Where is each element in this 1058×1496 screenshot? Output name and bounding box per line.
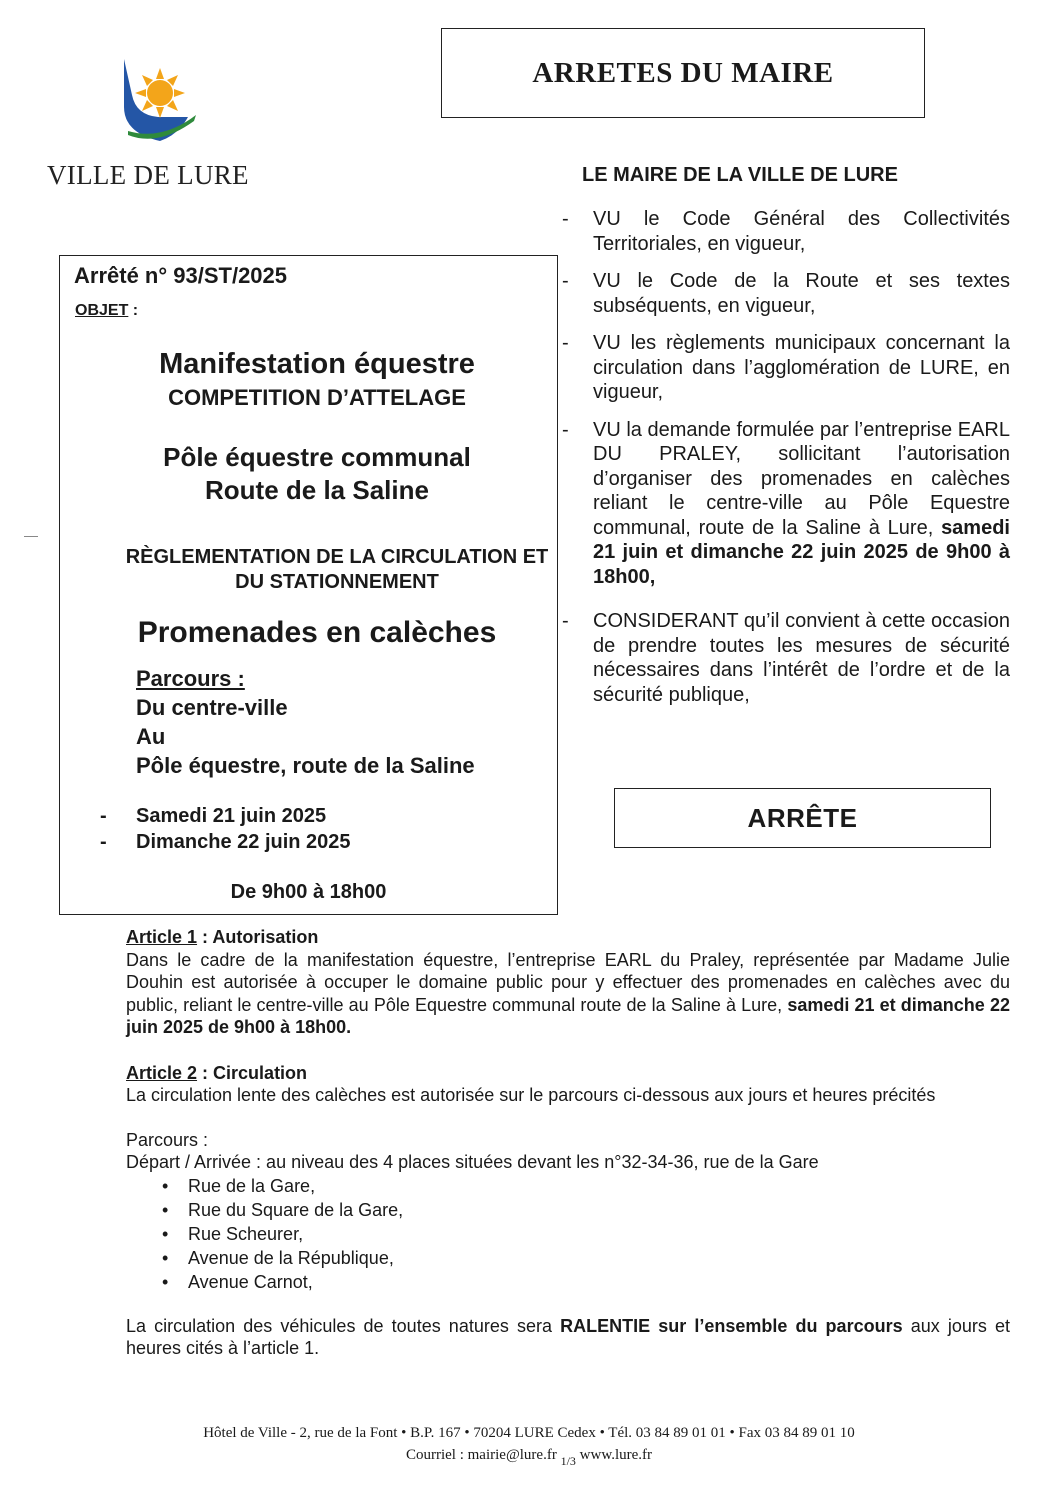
parcours-to: Au (136, 724, 166, 749)
parcours-label-2: Parcours : (126, 1129, 209, 1150)
footer-address: Hôtel de Ville - 2, rue de la Font • B.P. 167 • 70204 LURE Cedex • Tél. 03 84 89 01 01 • Fax 03 84 89 01 10 (203, 1425, 855, 1441)
vu-text-4-body: VU la demande formulée par l’entreprise EARL DU PRALEY, sollicitant l’autorisation d’organiser des promenades en calèches reliant le centre-ville au Pôle Equestre communal, route de la Saline à Lure, (593, 418, 1010, 539)
document-title: ARRETES DU MAIRE (532, 56, 834, 89)
margin-mark (24, 536, 38, 537)
dates-list (100, 803, 351, 855)
regulation-heading (60, 545, 614, 595)
arrete-box: ARRÊTE (614, 788, 991, 848)
regulation-line-2: DU STATIONNEMENT (235, 571, 439, 593)
date-1: Samedi 21 juin 2025 (136, 805, 327, 827)
footer-contact (0, 1447, 1058, 1469)
parcours-destination: Pôle équestre, route de la Saline (136, 753, 475, 778)
depart-line: Départ / Arrivée : au niveau des 4 places situées devant les n°32-34-36, rue de la Gare (126, 1152, 819, 1172)
footer-email: Courriel : mairie@lure.fr (405, 1447, 557, 1463)
mayor-heading: LE MAIRE DE LA VILLE DE LURE (582, 164, 898, 186)
article-2-title: : Circulation (197, 1062, 308, 1083)
article-1-title: : Autorisation (197, 927, 319, 947)
event-subtitle: COMPETITION D’ATTELAGE (168, 385, 466, 410)
arrete-number: Arrêté n° 93/ST/2025 (74, 263, 288, 288)
city-name: VILLE DE LURE (47, 160, 249, 190)
street-item: • Rue de la Gare, (162, 1174, 1010, 1198)
article-2-body: La circulation lente des calèches est autorisée sur le parcours ci-dessous aux jours et heures précités (126, 1085, 936, 1105)
closing-post: aux jours et heures cités à l’article 1. (126, 1315, 1010, 1358)
footer-website: www.lure.fr (579, 1447, 653, 1463)
street-item: • Rue du Square de la Gare, (162, 1198, 1010, 1222)
parcours-block (136, 664, 475, 780)
article-2-heading (126, 1062, 1010, 1085)
street-item: • Avenue de la République, (162, 1246, 1010, 1270)
vu-text-5: CONSIDERANT qu’il convient à cette occasion de prendre toutes les mesures de sécurité nécessaires dans l’intérêt de l’ordre et de la sécurité publique, (593, 610, 1010, 706)
hours: De 9h00 à 18h00 (230, 881, 387, 903)
articles (126, 926, 1010, 1360)
vu-item: - VU la demande formulée par l’entreprise EARL DU PRALEY, sollicitant l’autorisation d’organiser des promenades en calèches reliant le centre-ville au Pôle Equestre communal, route de la Saline à Lure, samedi 21 juin et dimanche 22 juin 2025 de 9h00 à 18h00, (562, 418, 1010, 588)
date-2: Dimanche 22 juin 2025 (136, 831, 351, 853)
article-1-label: Article 1 (126, 927, 198, 947)
closing-pre: La circulation des véhicules de toutes natures sera (126, 1315, 552, 1336)
city-logo (118, 55, 200, 147)
location-line-2: Route de la Saline (205, 475, 429, 505)
objet-colon: : (128, 302, 139, 319)
parcours-label: Parcours : (136, 666, 245, 691)
article-1-body (126, 949, 1010, 1039)
vu-text-4-dates: samedi 21 juin et dimanche 22 juin 2025 de 9h00 à 18h00, (593, 516, 1010, 588)
vu-text-3: VU les règlements municipaux concernant la circulation dans l’agglomération de LURE, en vigueur, (593, 332, 1010, 403)
vu-list (562, 207, 1010, 720)
article-1-dates: samedi 21 et dimanche 22 juin 2025 de 9h00 à 18h00. (126, 994, 1010, 1037)
vu-item: - VU les règlements municipaux concernant la circulation dans l’agglomération de LURE, en vigueur, (562, 332, 1010, 403)
closing-paragraph (126, 1315, 1010, 1360)
article-1-text: Dans le cadre de la manifestation équestre, l’entreprise EARL du Praley, représentée par Madame Julie Douhin est autorisée à occuper le domaine public pour y effectuer des promenades en calèches avec du public, reliant le centre-ville au Pôle Equestre communal route de la Saline à Lure, (126, 949, 1010, 1015)
objet-label (75, 302, 138, 320)
closing-bold: RALENTIE sur l’ensemble du parcours (560, 1315, 903, 1336)
date-item: - Dimanche 22 juin 2025 (100, 831, 351, 853)
regulation-line-1: RÈGLEMENTATION DE LA CIRCULATION ET (125, 546, 549, 568)
location-line-1: Pôle équestre communal (163, 442, 471, 472)
promenades-heading: Promenades en calèches (137, 616, 497, 649)
page-number: 1/3 (560, 1454, 576, 1468)
vu-text-4 (593, 418, 1010, 590)
vu-item: - CONSIDERANT qu’il convient à cette occasion de prendre toutes les mesures de sécurité nécessaires dans l’intérêt de l’ordre et de la sécurité publique, (562, 610, 1010, 706)
date-item: - Samedi 21 juin 2025 (100, 805, 327, 827)
header-box (441, 28, 925, 118)
vu-text-2: VU le Code de la Route et ses textes subséquents, en vigueur, (593, 270, 1010, 317)
vu-item: - VU le Code Général des Collectivités Territoriales, en vigueur, (562, 208, 1010, 255)
event-title: Manifestation équestre (159, 348, 475, 380)
parcours-from: Du centre-ville (136, 695, 288, 720)
objet-label-text: OBJET (75, 302, 129, 319)
vu-item: - VU le Code de la Route et ses textes subséquents, en vigueur, (562, 270, 1010, 317)
vu-text-1: VU le Code Général des Collectivités Territoriales, en vigueur, (593, 208, 1010, 255)
event-location (60, 441, 574, 507)
article-1-heading (126, 926, 1010, 949)
article-2-label: Article 2 (126, 1062, 198, 1083)
street-item: • Avenue Carnot, (162, 1270, 1010, 1294)
street-item: • Rue Scheurer, (162, 1222, 1010, 1246)
street-list (126, 1174, 1010, 1294)
